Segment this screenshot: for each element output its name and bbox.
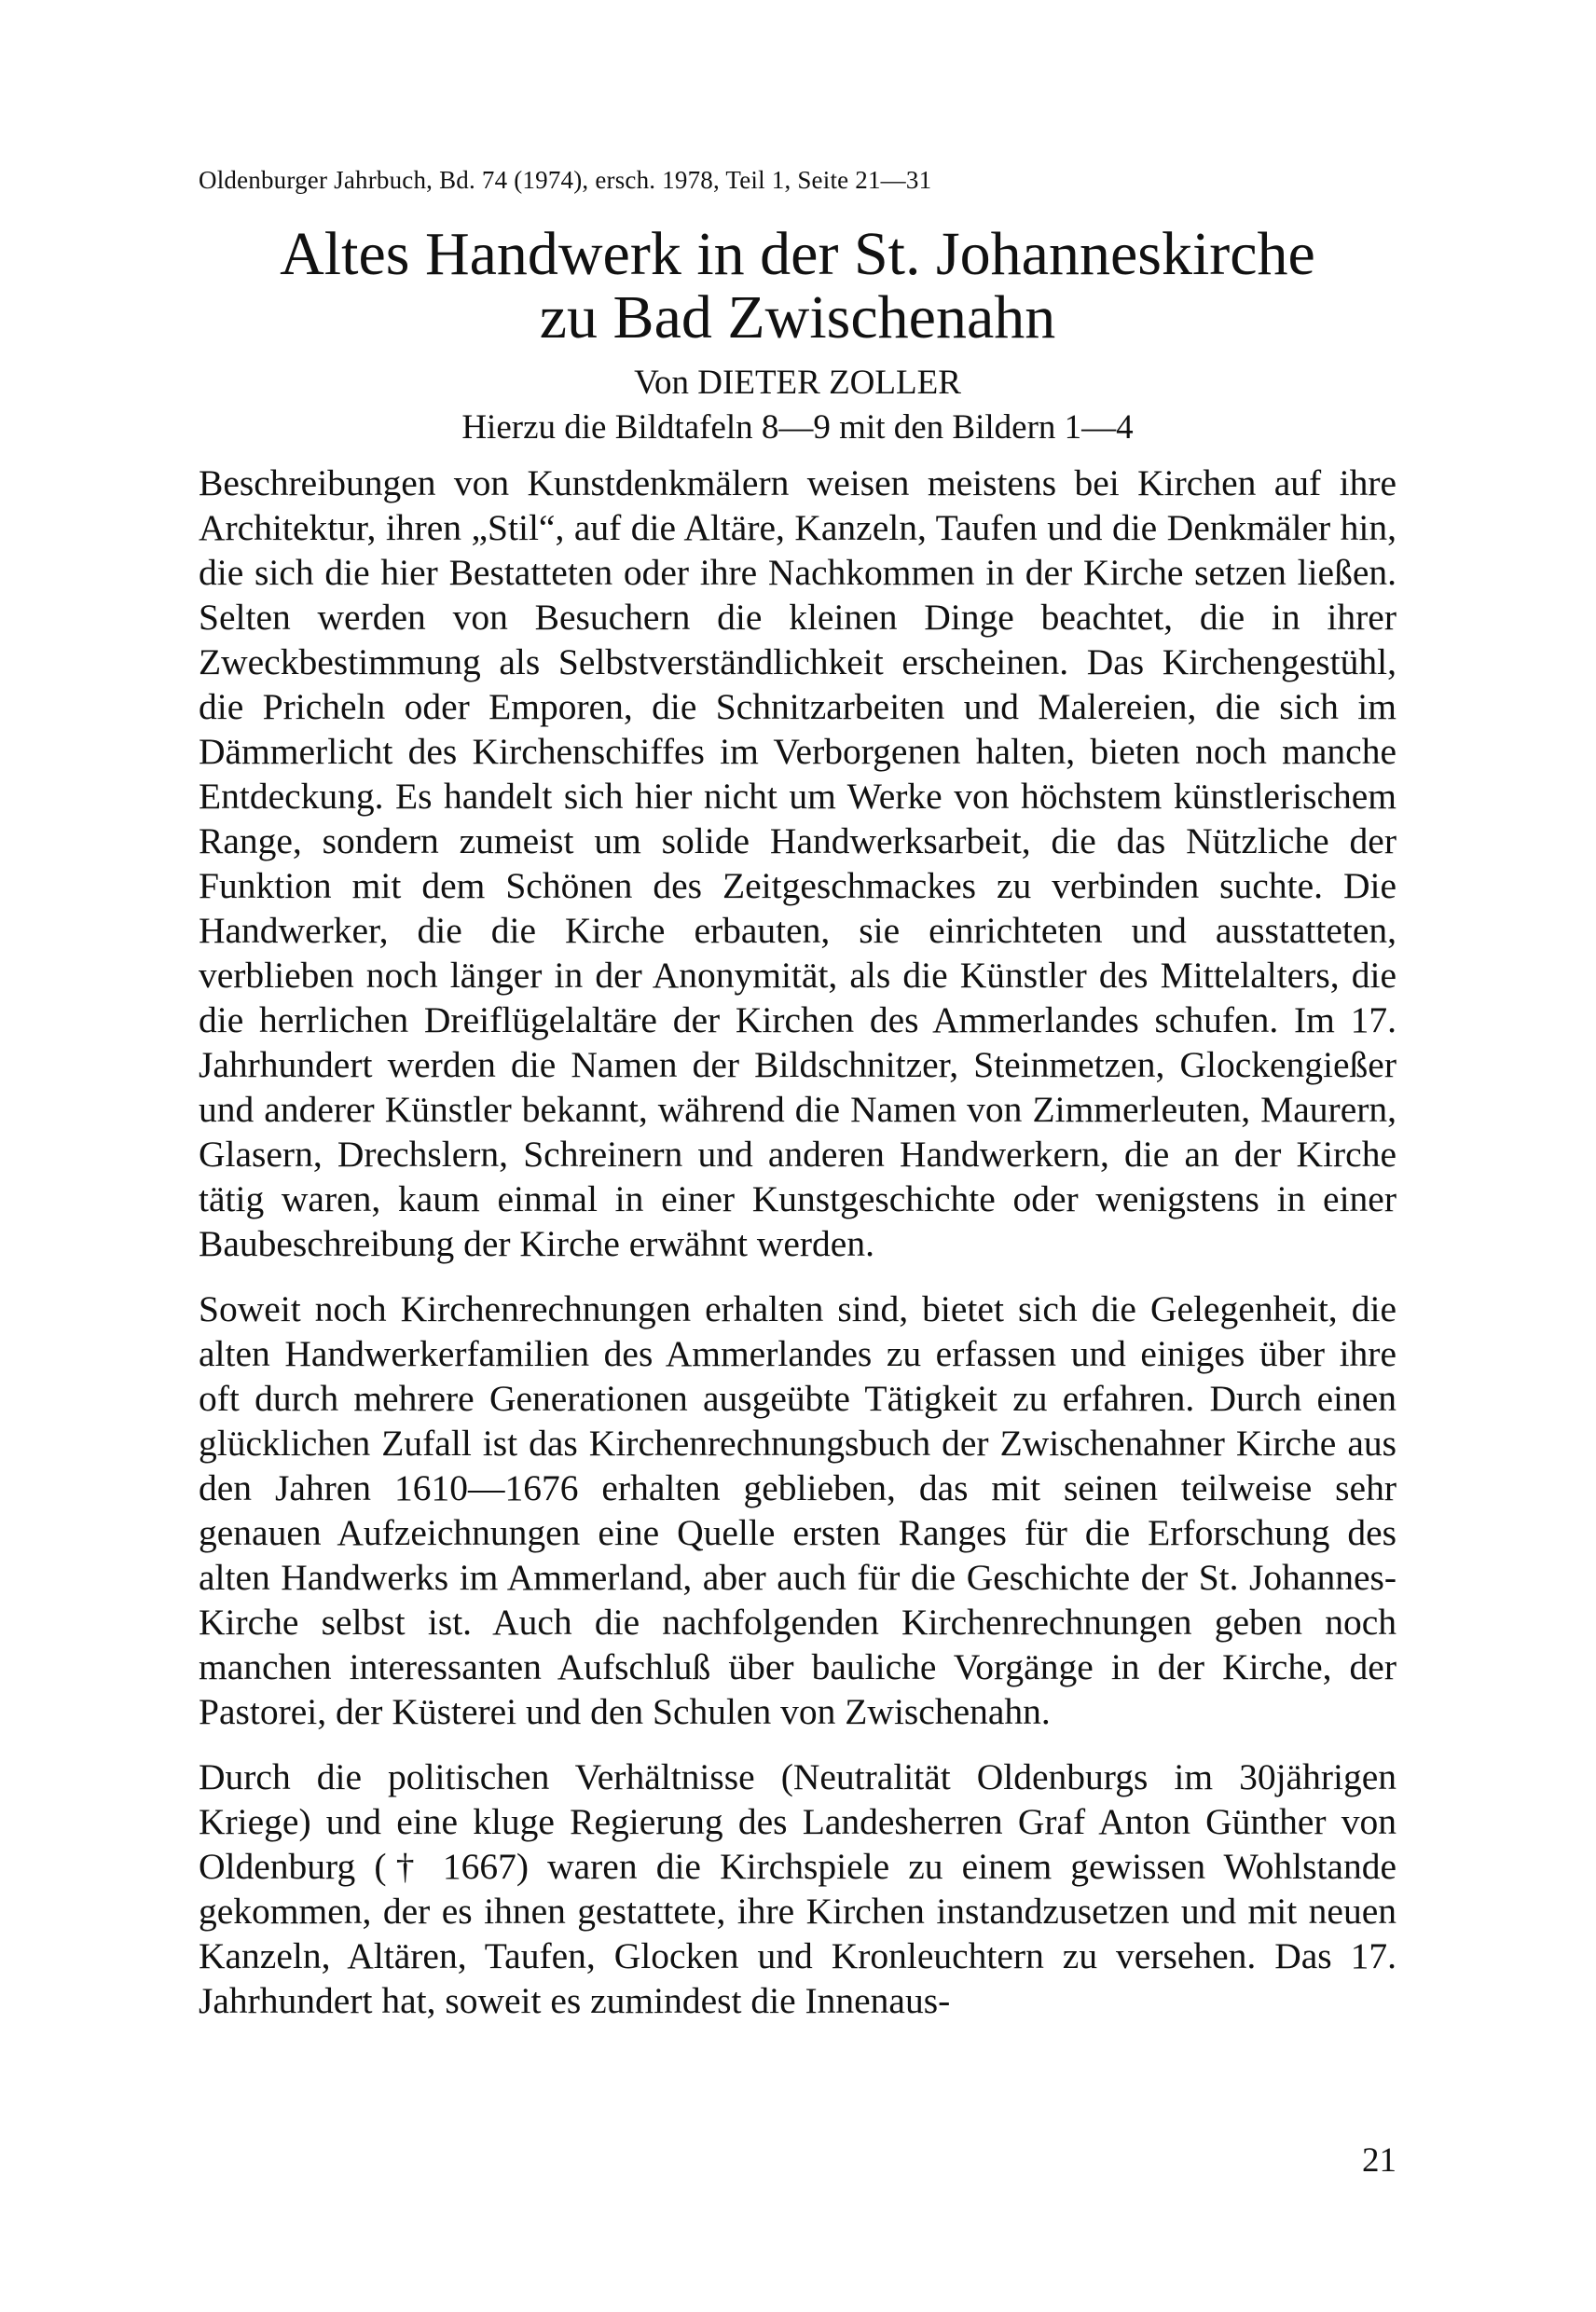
plates-note: Hierzu die Bildtafeln 8—9 mit den Bildern 1—4 [461,408,1134,447]
paragraph-3: Durch die politischen Verhältnisse (Neutralität Oldenburgs im 30jährigen Kriege) und eine kluge Regierung des Landesherren Graf Anton Günther von Oldenburg († 1667) waren die Kirchspiele zu einem gewissen Wohlstande gekommen, der es ihnen gestattete, ihre Kirchen instandzusetzen und mit neuen Kanzeln, Altären, Taufen, Glocken und Kronleuchtern zu versehen. Das 17. Jahrhundert hat, soweit es zumindest die Innenaus- [199,1756,1396,2021]
article-author: Von DIETER ZOLLER [634,364,961,402]
paragraph-1: Beschreibungen von Kunstdenkmälern weisen meistens bei Kirchen auf ihre Architektur, ihren „Stil“, auf die Altäre, Kanzeln, Taufen und die Denkmäler hin, die sich die hier Bestatteten oder ihre Nachkommen in der Kirche setzen ließen. Selten werden von Besuchern die kleinen Dinge beachtet, die in ihrer Zweckbestimmung als Selbstverständlichkeit erscheinen. Das Kirchengestühl, die Pricheln oder Emporen, die Schnitzarbeiten und Malereien, die sich im Dämmerlicht des Kirchenschiffes im Verborgenen halten, bieten noch manche Entdeckung. Es handelt sich hier nicht um Werke von höchstem künstlerischem Range, sondern zumeist um solide Handwerksarbeit, die das Nützliche der Funktion mit dem Schönen des Zeitgeschmackes zu verbinden suchte. Die Handwerker, die die Kirche erbauten, sie einrichteten und ausstatteten, verblieben noch länger in der Anonymität, als die Künstler des Mittelalters, die die herrlichen Dreiflügelaltäre der Kirchen des Ammerlandes schufen. Im 17. Jahrhundert werden die Namen der Bildschnitzer, Steinmetzen, Glockengießer und anderer Künstler bekannt, während die Namen von Zimmerleuten, Maurern, Glasern, Drechslern, Schreinern und anderen Handwerkern, die an der Kirche tätig waren, kaum einmal in einer Kunstgeschichte oder wenigstens in einer Baubeschreibung der Kirche erwähnt werden. [199,462,1396,1264]
article-body [199,461,1396,2044]
journal-citation: Oldenburger Jahrbuch, Bd. 74 (1974), ersch. 1978, Teil 1, Seite 21—31 [199,166,932,194]
article-title-line-1: Altes Handwerk in der St. Johanneskirche [280,220,1315,288]
page-number: 21 [1362,2141,1396,2180]
paragraph-2: Soweit noch Kirchenrechnungen erhalten sind, bietet sich die Gelegenheit, die alten Handwerkerfamilien des Ammerlandes zu erfassen und einiges über ihre oft durch mehrere Generationen ausgeübte Tätigkeit zu erfahren. Durch einen glücklichen Zufall ist das Kirchenrechnungsbuch der Zwischenahner Kirche aus den Jahren 1610—1676 erhalten geblieben, das mit seinen teilweise sehr genauen Aufzeichnungen eine Quelle ersten Ranges für die Erforschung des alten Handwerks im Ammerland, aber auch für die Geschichte der St. Johannes-Kirche selbst ist. Auch die nachfolgenden Kirchenrechnungen geben noch manchen interessanten Aufschluß über bauliche Vorgänge in der Kirche, der Pastorei, der Küsterei und den Schulen von Zwischenahn. [199,1288,1396,1732]
article-title-line-2: zu Bad Zwischenahn [539,283,1056,351]
